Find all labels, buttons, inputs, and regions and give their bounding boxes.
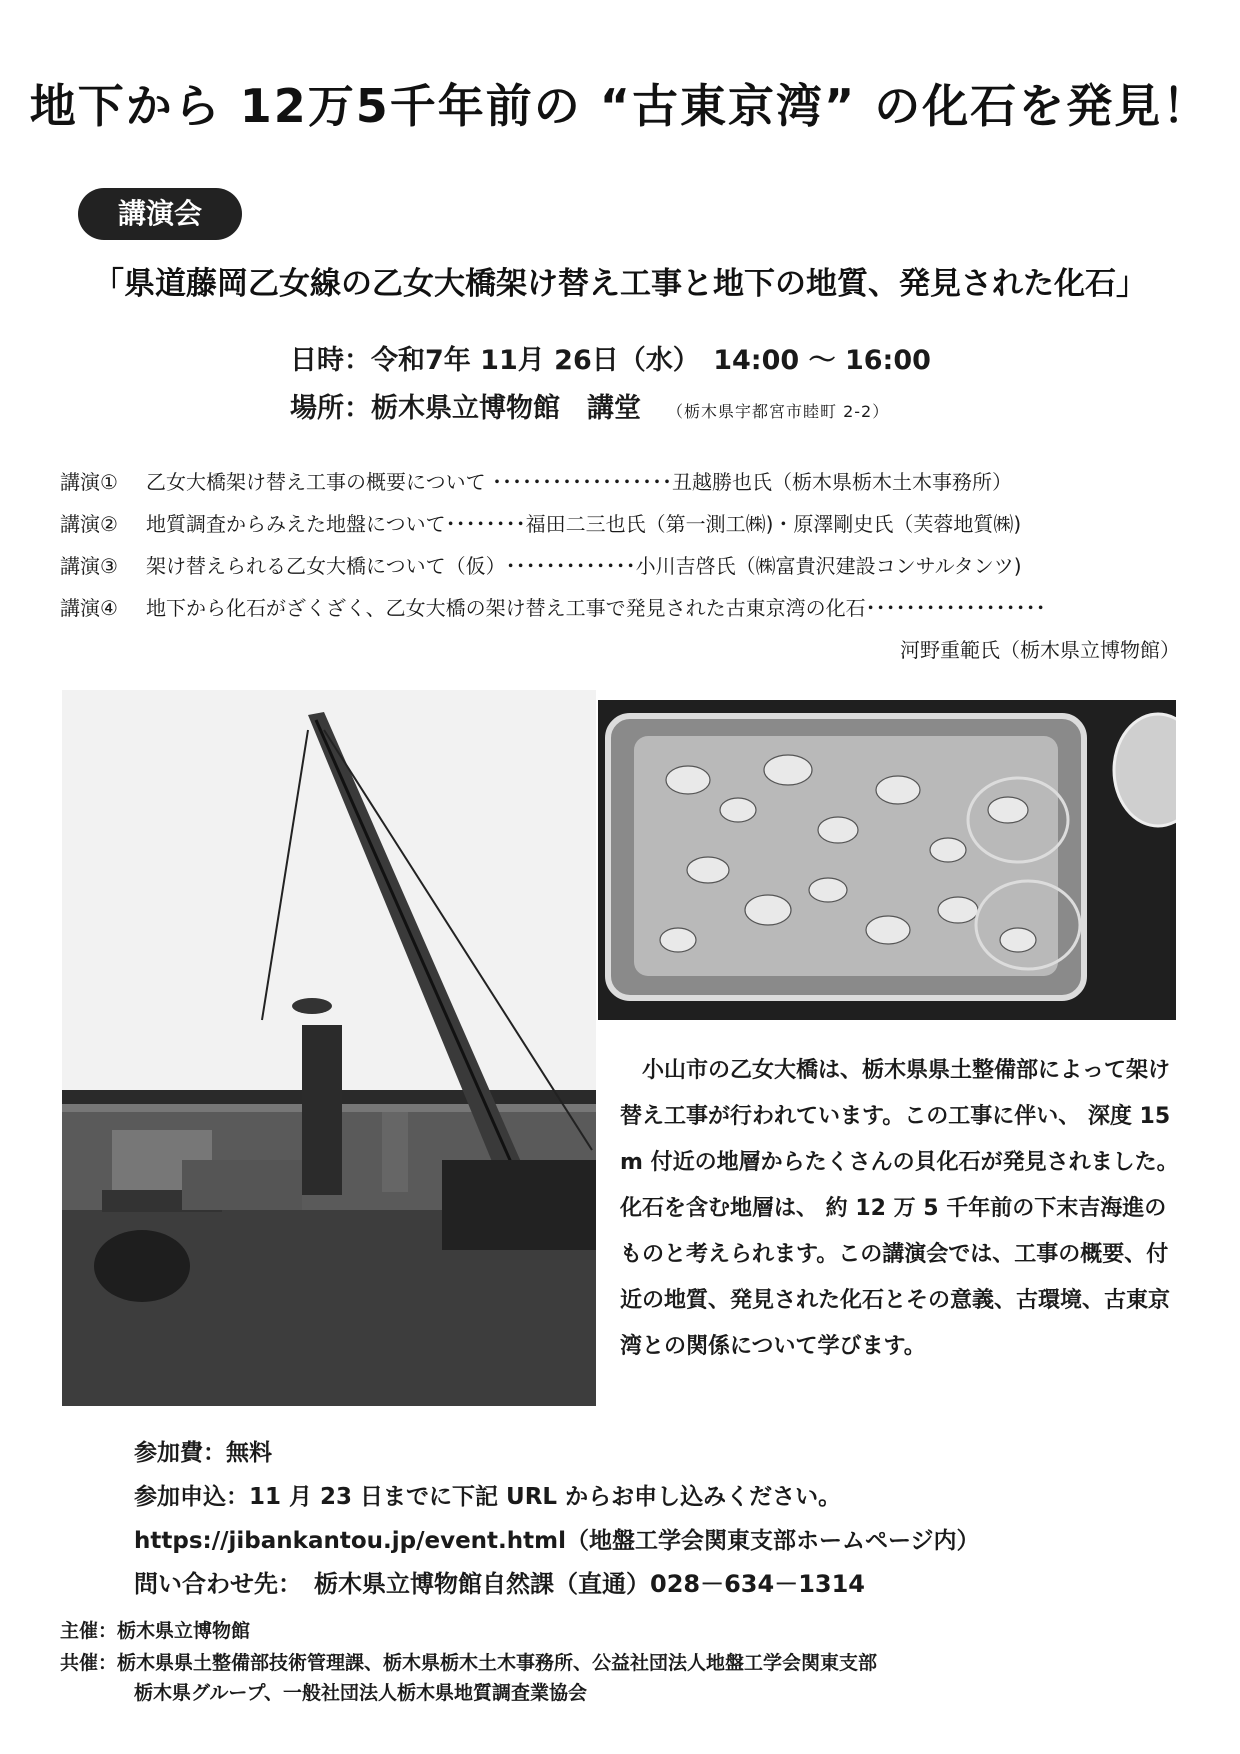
application-info: 参加申込：11 月 23 日までに下記 URL からお申し込みください。	[134, 1484, 842, 1510]
talk-item	[60, 550, 1022, 579]
fossil-photo-illustration	[598, 700, 1176, 1020]
cohost-organizers-continued: 栃木県グループ、一般社団法人栃木県地質調査業協会	[134, 1682, 587, 1704]
talk-text: 乙女大橋架け替え工事の概要について ･･････････････････丑越勝也氏（栃木県栃木土木事務所）	[146, 470, 1012, 494]
application-url[interactable]: https://jibankantou.jp/event.html（地盤工学会関東支部ホームページ内）	[134, 1528, 980, 1554]
talk-item	[60, 508, 1021, 537]
fee-info: 参加費：無料	[134, 1440, 272, 1466]
talk-speaker: 河野重範氏（栃木県立博物館）	[900, 638, 1180, 662]
event-address: （栃木県宇都宮市睦町 2-2）	[667, 402, 890, 421]
contact-info: 問い合わせ先： 栃木県立博物館自然課（直通）028－634－1314	[134, 1570, 865, 1598]
event-description: 小山市の乙女大橋は、栃木県県土整備部によって架け替え工事が行われています。この工事に伴い、 深度 15 m 付近の地層からたくさんの貝化石が発見されました。 化石を含む地層は、 約 12 万 5 千年前の下末吉海進のものと考えられます。この講演会では、工事の概要、付近の地質、発見された化石とその意義、古環境、古東京湾との関係について学びます。	[620, 1058, 1179, 1359]
lecture-subtitle: 「県道藤岡乙女線の乙女大橋架け替え工事と地下の地質、発見された化石」	[93, 266, 1147, 302]
event-datetime: 日時：令和7年 11月 26日（水） 14:00 ～ 16:00	[290, 345, 931, 376]
talk-text: 架け替えられる乙女大橋について（仮）･････････････小川吉啓氏（㈱富貴沢建設コンサルタンツ)	[146, 554, 1022, 578]
talk-item	[60, 466, 1012, 495]
talk-label: 講演③	[60, 554, 118, 578]
cohost-organizers: 共催：栃木県県土整備部技術管理課、栃木県栃木土木事務所、公益社団法人地盤工学会関東支部	[60, 1652, 878, 1674]
talk-label: 講演②	[60, 512, 118, 536]
talk-item	[60, 592, 1046, 621]
host-organizer: 主催：栃木県立博物館	[60, 1620, 251, 1642]
lecture-badge: 講演会	[78, 188, 242, 240]
crane-construction-photo	[62, 690, 596, 1406]
crane-photo-illustration	[62, 690, 596, 1406]
event-place-name: 場所：栃木県立博物館 講堂	[290, 393, 641, 424]
event-place	[290, 386, 889, 425]
talk-text: 地質調査からみえた地盤について････････福田二三也氏（第一測工㈱)・原澤剛史氏（芙蓉地質㈱)	[146, 512, 1022, 536]
fossil-shells-photo	[598, 700, 1176, 1020]
talk-label: 講演①	[60, 470, 118, 494]
page-title: 地下から 12万5千年前の “古東京湾” の化石を発見！	[29, 79, 1211, 133]
talk-text: 地下から化石がざくざく、乙女大橋の架け替え工事で発見された古東京湾の化石･･････････････････	[146, 596, 1046, 620]
talk-label: 講演④	[60, 596, 118, 620]
